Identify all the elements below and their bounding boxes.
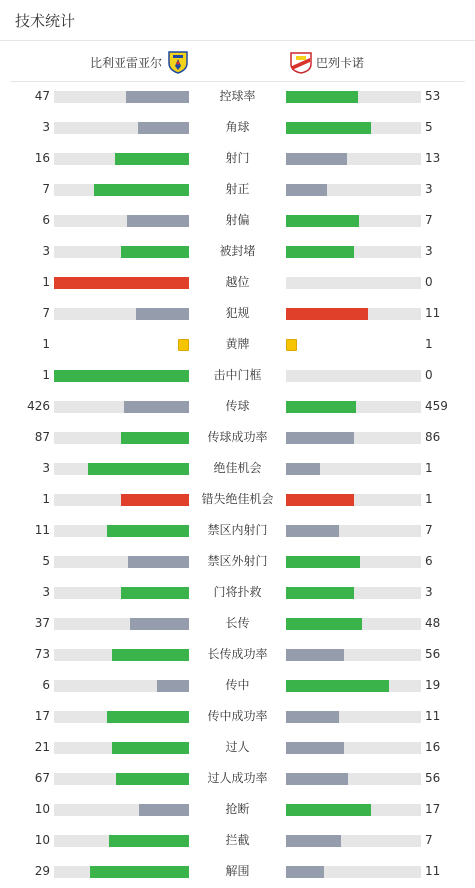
home-bar-track (54, 804, 189, 816)
stat-label: 黄牌 (225, 337, 250, 351)
home-team[interactable] (90, 42, 189, 82)
home-bar-track (54, 649, 189, 661)
away-bar-track (286, 742, 421, 754)
stat-row (0, 639, 475, 670)
home-bar-track (54, 711, 189, 723)
home-bar-track (54, 835, 189, 847)
away-bar-fill (286, 587, 354, 599)
away-value: 17 (425, 802, 441, 816)
stat-row (0, 360, 475, 391)
home-bar-track (54, 618, 189, 630)
away-value: 56 (425, 771, 441, 785)
away-bar-track (286, 215, 421, 227)
away-value: 6 (425, 554, 433, 568)
home-value: 6 (42, 678, 50, 692)
home-team-name: 比利亚雷亚尔 (90, 55, 163, 70)
away-bar-fill (286, 866, 324, 878)
away-value: 0 (425, 275, 433, 289)
home-value: 47 (34, 89, 50, 103)
stat-label: 抢断 (225, 802, 250, 816)
away-bar-fill (286, 246, 354, 258)
away-bar-fill (286, 556, 360, 568)
home-value: 67 (34, 771, 50, 785)
home-bar-track (54, 742, 189, 754)
home-bar-fill (54, 277, 189, 289)
stat-label: 门将扑救 (213, 585, 262, 599)
away-bar-fill (286, 711, 339, 723)
stat-label: 传中 (225, 678, 250, 692)
away-value: 7 (425, 833, 433, 847)
stat-label: 拦截 (225, 833, 250, 847)
home-bar-fill (121, 587, 189, 599)
stat-label: 长传成功率 (207, 647, 268, 661)
away-bar-track (286, 649, 421, 661)
stat-row (0, 546, 475, 577)
away-bar-track (286, 773, 421, 785)
away-bar-track (286, 277, 421, 289)
stat-row (0, 143, 475, 174)
stat-row (0, 856, 475, 887)
stat-row (0, 422, 475, 453)
home-value: 29 (34, 864, 50, 878)
stat-label: 角球 (225, 120, 250, 134)
away-bar-track (286, 494, 421, 506)
away-bar-fill (286, 463, 320, 475)
stat-row (0, 391, 475, 422)
home-value: 21 (34, 740, 50, 754)
home-value: 16 (34, 151, 50, 165)
home-bar-fill (124, 401, 189, 413)
away-bar-track (286, 122, 421, 134)
home-value: 3 (42, 461, 50, 475)
stat-row (0, 112, 475, 143)
home-value: 1 (42, 275, 50, 289)
away-bar-track (286, 308, 421, 320)
home-value: 37 (34, 616, 50, 630)
yellow-card-icon (178, 339, 189, 351)
home-bar-fill (54, 370, 189, 382)
away-value: 3 (425, 182, 433, 196)
home-bar-fill (128, 556, 189, 568)
home-value: 10 (34, 802, 50, 816)
away-value: 1 (425, 492, 433, 506)
home-bar-fill (157, 680, 189, 692)
away-bar-track (286, 680, 421, 692)
away-team-name: 巴列卡诺 (316, 55, 365, 70)
home-bar-fill (138, 122, 189, 134)
page-title: 技术统计 (15, 12, 76, 30)
away-bar-fill (286, 835, 341, 847)
away-value: 7 (425, 213, 433, 227)
away-bar-fill (286, 432, 354, 444)
home-bar-fill (112, 649, 189, 661)
stat-row (0, 81, 475, 112)
stat-label: 过人成功率 (207, 771, 268, 785)
stat-label: 射门 (225, 151, 250, 165)
away-value: 1 (425, 461, 433, 475)
home-value: 73 (34, 647, 50, 661)
home-value: 10 (34, 833, 50, 847)
stat-row (0, 577, 475, 608)
stat-label: 犯规 (225, 306, 250, 320)
home-bar-track (54, 277, 189, 289)
stat-label: 解围 (225, 864, 250, 878)
stat-row (0, 205, 475, 236)
away-bar-fill (286, 308, 368, 320)
away-value: 56 (425, 647, 441, 661)
away-value: 5 (425, 120, 433, 134)
home-bar-track (54, 91, 189, 103)
away-bar-track (286, 153, 421, 165)
home-bar-fill (94, 184, 189, 196)
stat-row (0, 794, 475, 825)
header (0, 0, 475, 41)
home-value: 7 (42, 182, 50, 196)
away-bar-track (286, 91, 421, 103)
home-bar-track (54, 525, 189, 537)
home-bar-fill (107, 711, 189, 723)
home-bar-fill (116, 773, 189, 785)
home-bar-track (54, 773, 189, 785)
away-bar-track (286, 401, 421, 413)
away-bar-fill (286, 401, 356, 413)
stat-row (0, 484, 475, 515)
away-bar-track (286, 432, 421, 444)
home-bar-track (54, 432, 189, 444)
home-bar-track (54, 680, 189, 692)
teams-header (10, 42, 465, 82)
stat-row (0, 174, 475, 205)
home-bar-fill (136, 308, 189, 320)
stat-row (0, 825, 475, 856)
home-value: 3 (42, 120, 50, 134)
home-bar-track (54, 122, 189, 134)
away-bar-fill (286, 680, 389, 692)
stat-row (0, 298, 475, 329)
away-bar-fill (286, 91, 358, 103)
away-bar-fill (286, 742, 344, 754)
home-value: 3 (42, 244, 50, 258)
away-value: 3 (425, 244, 433, 258)
away-value: 7 (425, 523, 433, 537)
away-value: 11 (425, 306, 441, 320)
away-value: 13 (425, 151, 441, 165)
home-bar-fill (88, 463, 189, 475)
away-team[interactable] (290, 42, 364, 82)
stat-label: 越位 (225, 275, 250, 289)
home-value: 17 (34, 709, 50, 723)
home-value: 87 (34, 430, 50, 444)
away-bar-fill (286, 804, 371, 816)
home-bar-fill (121, 246, 189, 258)
stat-label: 传球成功率 (207, 430, 268, 444)
home-value: 1 (42, 337, 50, 351)
home-bar-fill (109, 835, 189, 847)
home-bar-track (54, 153, 189, 165)
home-bar-fill (115, 153, 189, 165)
stat-label: 禁区外射门 (207, 554, 268, 568)
away-bar-track (286, 804, 421, 816)
away-bar-track (286, 246, 421, 258)
rayo-vallecano-crest-icon (290, 50, 312, 74)
stat-label: 过人 (225, 740, 250, 754)
home-value: 11 (34, 523, 50, 537)
home-bar-track (54, 463, 189, 475)
away-bar-fill (286, 649, 344, 661)
stat-row (0, 763, 475, 794)
stat-label: 禁区内射门 (207, 523, 268, 537)
stat-row (0, 670, 475, 701)
home-bar-fill (127, 215, 189, 227)
away-bar-fill (286, 618, 362, 630)
stat-row (0, 267, 475, 298)
away-value: 0 (425, 368, 433, 382)
home-bar-track (54, 184, 189, 196)
away-bar-fill (286, 153, 347, 165)
away-value: 16 (425, 740, 441, 754)
away-value: 48 (425, 616, 441, 630)
stat-row (0, 732, 475, 763)
away-value: 86 (425, 430, 441, 444)
away-bar-track (286, 525, 421, 537)
stat-label: 长传 (225, 616, 250, 630)
home-value: 426 (27, 399, 50, 413)
stat-label: 绝佳机会 (213, 461, 262, 475)
stat-label: 被封堵 (219, 244, 256, 258)
away-value: 19 (425, 678, 441, 692)
away-bar-track (286, 184, 421, 196)
away-bar-fill (286, 773, 348, 785)
home-bar-track (54, 308, 189, 320)
home-bar-fill (107, 525, 189, 537)
home-bar-track (54, 370, 189, 382)
home-bar-track (54, 215, 189, 227)
away-bar-fill (286, 122, 371, 134)
home-value: 6 (42, 213, 50, 227)
away-value: 11 (425, 864, 441, 878)
home-bar-fill (126, 91, 189, 103)
home-bar-track (54, 556, 189, 568)
stat-row (0, 701, 475, 732)
stat-label: 击中门框 (213, 368, 262, 382)
away-value: 53 (425, 89, 441, 103)
away-bar-track (286, 587, 421, 599)
stat-label: 传中成功率 (207, 709, 268, 723)
away-bar-track (286, 711, 421, 723)
stat-row (0, 329, 475, 360)
away-bar-track (286, 866, 421, 878)
stat-label: 射偏 (225, 213, 250, 227)
away-bar-track (286, 556, 421, 568)
stat-label: 传球 (225, 399, 250, 413)
stat-row (0, 236, 475, 267)
home-bar-fill (130, 618, 189, 630)
away-bar-track (286, 463, 421, 475)
stat-label: 射正 (225, 182, 250, 196)
home-bar-fill (112, 742, 189, 754)
home-value: 1 (42, 368, 50, 382)
home-bar-fill (121, 432, 189, 444)
home-bar-track (54, 866, 189, 878)
home-bar-track (54, 246, 189, 258)
home-bar-track (54, 494, 189, 506)
home-value: 5 (42, 554, 50, 568)
home-bar-fill (139, 804, 189, 816)
stat-row (0, 515, 475, 546)
yellow-card-icon (286, 339, 297, 351)
home-value: 1 (42, 492, 50, 506)
stat-label: 控球率 (219, 89, 256, 103)
away-bar-fill (286, 525, 339, 537)
stat-row (0, 453, 475, 484)
stat-label: 错失绝佳机会 (201, 492, 274, 506)
stat-row (0, 608, 475, 639)
away-bar-fill (286, 184, 327, 196)
away-bar-track (286, 370, 421, 382)
away-bar-track (286, 835, 421, 847)
home-bar-fill (90, 866, 189, 878)
home-value: 7 (42, 306, 50, 320)
away-bar-fill (286, 494, 354, 506)
home-value: 3 (42, 585, 50, 599)
away-bar-fill (286, 215, 359, 227)
home-bar-track (54, 401, 189, 413)
away-value: 459 (425, 399, 448, 413)
villarreal-crest-icon (167, 50, 189, 74)
away-value: 3 (425, 585, 433, 599)
home-bar-fill (121, 494, 189, 506)
away-value: 11 (425, 709, 441, 723)
home-bar-track (54, 587, 189, 599)
away-bar-track (286, 618, 421, 630)
away-value: 1 (425, 337, 433, 351)
